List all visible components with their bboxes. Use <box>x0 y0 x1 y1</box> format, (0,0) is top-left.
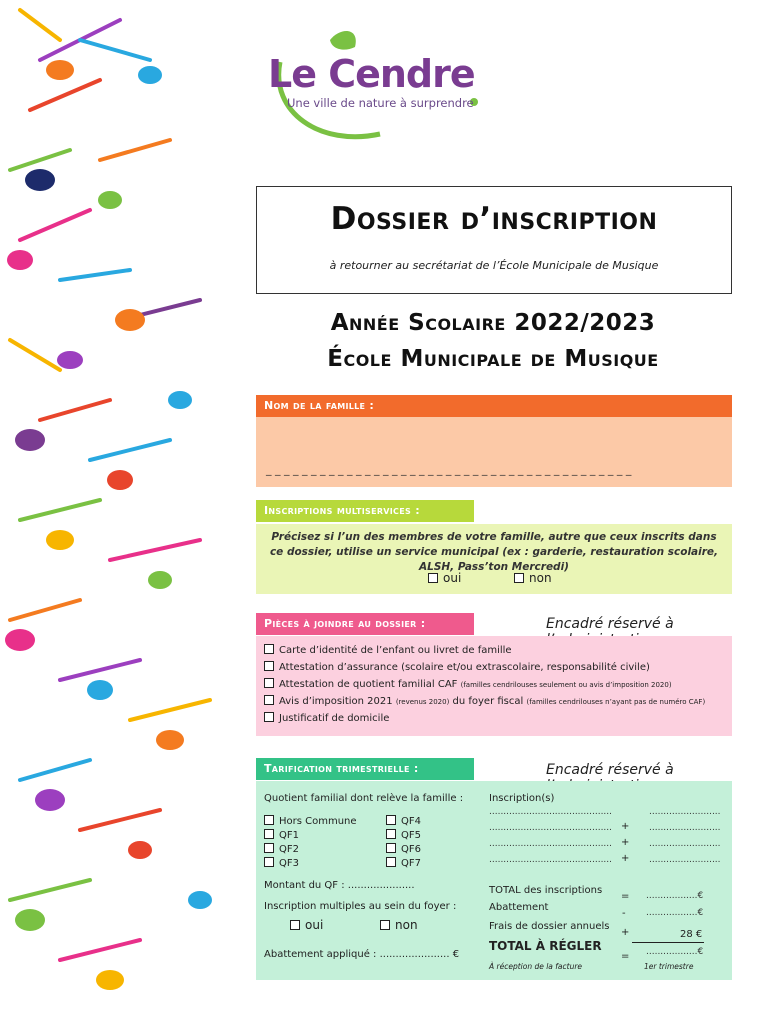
inscription-line: ........................................... <box>489 839 613 849</box>
logo-title: Le Cendre <box>268 52 475 96</box>
checkbox-icon[interactable] <box>428 573 438 583</box>
minus-sign: - <box>622 908 626 919</box>
checkbox-icon[interactable] <box>264 857 274 867</box>
checkbox-icon[interactable] <box>264 644 274 654</box>
multiservices-label: Inscriptions multiservices : <box>256 500 474 522</box>
frais-value: 28 € <box>680 929 703 940</box>
piece-item[interactable]: Attestation d’assurance (scolaire et/ou extrascolaire, responsabilité civile) <box>264 661 650 673</box>
inscription-line: ........................................... <box>489 823 613 833</box>
checkbox-icon[interactable] <box>514 573 524 583</box>
checkbox-icon[interactable] <box>386 857 396 867</box>
piece-item[interactable]: Carte d’identité de l’enfant ou livret de famille <box>264 644 512 656</box>
page-title: Dossier d’inscription <box>330 201 658 237</box>
multiservices-oui[interactable]: oui <box>428 571 461 585</box>
inscription-amount: ......................... <box>649 855 721 865</box>
plus-sign: + <box>621 927 630 938</box>
pieces-label: Pièces à joindre au dossier : <box>256 613 474 635</box>
inscriptions-label: Inscription(s) <box>489 793 555 804</box>
checkbox-icon[interactable] <box>290 920 300 930</box>
inscription-amount: ......................... <box>649 839 721 849</box>
total-inscriptions-value: ..................€ <box>646 891 704 901</box>
family-name-field[interactable] <box>256 417 732 487</box>
piece-item[interactable]: Justificatif de domicile <box>264 712 389 724</box>
piece-item[interactable]: Avis d’imposition 2021 (revenus 2020) du foyer fiscal (familles cendrilouses n’ayant pas de numéro CAF) <box>264 695 705 707</box>
total-a-regler-value: ..................€ <box>646 947 704 957</box>
qf-question: Quotient familial dont relève la famille : <box>264 793 464 804</box>
abattement-applique: Abattement appliqué : ...................... € <box>264 949 460 960</box>
tarif-admin-note: Encadré réservé à <box>546 762 674 778</box>
qf-option[interactable]: QF5 <box>386 829 421 841</box>
inscription-amount: ......................... <box>649 823 721 833</box>
logo-subtitle: Une ville de nature à surprendre <box>287 96 474 110</box>
total-divider <box>632 942 704 943</box>
qf-option[interactable]: QF7 <box>386 857 421 869</box>
qf-amount: Montant du QF : ..................... <box>264 880 415 891</box>
checkbox-icon[interactable] <box>386 843 396 853</box>
checkbox-icon[interactable] <box>264 843 274 853</box>
piece-item[interactable]: Attestation de quotient familial CAF (familles cendrilouses seulement ou avis d’imposition 2020) <box>264 678 672 690</box>
inscription-line: ........................................... <box>489 855 613 865</box>
reception-note: À réception de la facture <box>489 962 583 971</box>
checkbox-icon[interactable] <box>386 829 396 839</box>
checkbox-icon[interactable] <box>386 815 396 825</box>
total-a-regler-label: TOTAL À RÉGLER <box>489 939 602 953</box>
checkbox-icon[interactable] <box>264 712 274 722</box>
total-inscriptions-label: TOTAL des inscriptions <box>489 885 603 896</box>
plus-sign: + <box>621 821 630 832</box>
checkbox-icon[interactable] <box>264 829 274 839</box>
qf-option[interactable]: QF6 <box>386 843 421 855</box>
tarif-box <box>256 781 732 980</box>
multiservices-question: Précisez si l’un des membres de votre famille, autre que ceux inscrits dans ce dossier, utilise un service municipal (ex : garderie, restauration scolaire, ALSH, Pass’ton Mercredi) <box>269 531 719 573</box>
multiples-question: Inscription multiples au sein du foyer : <box>264 901 457 912</box>
qf-option[interactable]: QF3 <box>264 857 299 869</box>
abattement-value: ..................€ <box>646 908 704 918</box>
frais-label: Frais de dossier annuels <box>489 921 610 932</box>
qf-option[interactable]: QF2 <box>264 843 299 855</box>
abattement-label: Abattement <box>489 902 549 913</box>
qf-option[interactable]: QF1 <box>264 829 299 841</box>
checkbox-icon[interactable] <box>264 661 274 671</box>
tarif-label: Tarification trimestrielle : <box>256 758 474 780</box>
school-name: École Municipale de Musique <box>327 346 659 372</box>
checkbox-icon[interactable] <box>264 695 274 705</box>
multiples-non[interactable]: non <box>380 918 418 932</box>
school-year: Année Scolaire 2022/2023 <box>330 310 656 336</box>
trimestre-note: 1er trimestre <box>644 962 694 971</box>
inscription-amount: ......................... <box>649 807 721 817</box>
family-name-line: _ _ _ _ _ _ _ _ _ _ _ _ _ _ _ _ _ _ _ _ _ _ _ _ _ _ _ _ _ _ _ _ _ _ _ _ _ _ _ _ _ <box>266 463 632 476</box>
multiservices-non[interactable]: non <box>514 571 552 585</box>
page-subtitle: à retourner au secrétariat de l’École Municipale de Musique <box>329 259 659 272</box>
pieces-admin-note: Encadré réservé à <box>546 616 674 632</box>
title-box <box>256 186 732 294</box>
plus-sign: + <box>621 837 630 848</box>
equals-sign: = <box>621 891 630 902</box>
music-notes-decoration <box>0 0 240 1024</box>
checkbox-icon[interactable] <box>380 920 390 930</box>
qf-option[interactable]: Hors Commune <box>264 815 357 827</box>
qf-option[interactable]: QF4 <box>386 815 421 827</box>
multiservices-box <box>256 524 732 594</box>
family-name-label: Nom de la famille : <box>256 395 732 417</box>
equals-sign: = <box>621 951 630 962</box>
checkbox-icon[interactable] <box>264 678 274 688</box>
inscription-line: ........................................... <box>489 807 613 817</box>
plus-sign: + <box>621 853 630 864</box>
multiples-oui[interactable]: oui <box>290 918 323 932</box>
checkbox-icon[interactable] <box>264 815 274 825</box>
pieces-box <box>256 636 732 736</box>
